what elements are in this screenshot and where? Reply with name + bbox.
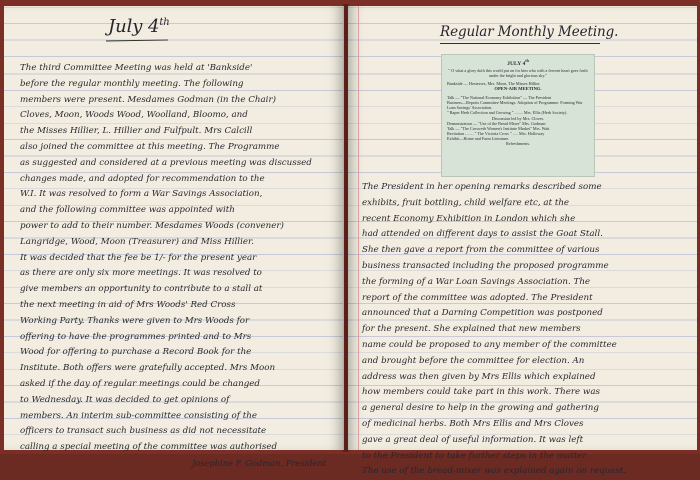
clipping-title: JULY 4th <box>507 58 529 67</box>
handwritten-line: as there are only six more meetings. It was resolved to <box>20 268 262 279</box>
date-heading: July 4th <box>108 16 170 37</box>
clipping-open-air-heading: OPEN-AIR MEETING. <box>494 86 542 92</box>
meeting-heading-underline <box>440 43 600 44</box>
clipping-quote: " O what a glory doth this world put on for him who with a fervent heart goes forth under the bright and glorious sky." <box>448 67 588 78</box>
clipping-refreshments: Refreshments. <box>505 140 531 146</box>
handwritten-line: The third Committee Meeting was held at 'Bankside' <box>20 63 253 73</box>
handwritten-line: and brought before the committee for election. An <box>362 355 585 366</box>
handwritten-line: officers to transact such business as did not necessitate <box>20 426 267 437</box>
handwritten-line: It was decided that the fee be 1/- for the present year <box>20 252 257 263</box>
handwritten-line: had attended on different days to assist the Goat Stall. <box>362 229 603 240</box>
handwritten-line: The use of the bread-mixer was explained again on request. <box>362 466 627 477</box>
handwritten-line: give members an opportunity to contribute to a stall at <box>20 284 263 295</box>
clipping-talk: Talk — "The Crosweth Women's Institute Market" Mrs. Watt <box>447 125 550 131</box>
handwritten-line: asked if the day of regular meetings could be changed <box>20 378 260 389</box>
clipping-exhibit: Exhibit—Home and Farm Literature. <box>447 135 510 141</box>
handwritten-line: Working Party. Thanks were given to Mrs Woods for <box>20 315 250 326</box>
handwritten-line: of medicinal herbs. Both Mrs Ellis and Mrs Cloves <box>362 418 584 429</box>
handwritten-line: W.I. It was resolved to form a War Savings Association, <box>20 189 263 200</box>
handwritten-line: how members could take part in this work. There was <box>362 387 600 398</box>
programme-clipping <box>441 54 595 177</box>
handwritten-line: gave a great deal of useful information. It was left <box>362 434 584 445</box>
handwritten-line: Cloves, Moon, Woods Wood, Woolland, Bloomo, and <box>20 110 248 121</box>
handwritten-line: The President in her opening remarks described some <box>362 182 602 192</box>
handwritten-line: She then gave a report from the committee of various <box>362 245 600 256</box>
handwritten-line: the next meeting in aid of Mrs Woods' Red Cross <box>20 299 236 310</box>
handwritten-line: business transacted including the proposed programme <box>362 260 609 271</box>
handwritten-line: before the regular monthly meeting. The following <box>20 78 244 89</box>
clipping-business: Business—Reports Committee Meetings. Adoption of Programme. Forming War Loan Savings' Association. <box>447 100 583 111</box>
handwritten-line: also joined the committee at this meeting. The Programme <box>20 141 280 152</box>
handwritten-line: as suggested and considered at a previous meeting was discussed <box>20 157 312 168</box>
handwritten-line: report of the committee was adopted. The President <box>362 292 593 303</box>
handwritten-line: Institute. Both offers were gratefully accepted. Mrs Moon <box>20 363 276 374</box>
clipping-recitation: Recitation ........ " The Victoria Cross " ..... Mrs. Holloway <box>447 130 545 136</box>
margin-rule <box>358 6 359 450</box>
handwritten-line: exhibits, fruit bottling, child welfare etc, at the <box>362 197 570 208</box>
handwritten-line: recent Economy Exhibition in London which she <box>362 213 576 224</box>
clipping-talk: Talk — "The National Economy Exhibition" — The President <box>447 95 552 101</box>
handwritten-line: the Misses Hillier, L. Hillier and Fulfpult. Mrs Calcill <box>20 126 253 137</box>
left-page-minutes <box>20 61 336 472</box>
left-page <box>4 6 344 468</box>
handwritten-line: name could be proposed to any member of the committee <box>362 339 617 350</box>
right-page <box>348 6 697 477</box>
handwritten-line: for the present. She explained that new members <box>362 324 581 335</box>
handwritten-line: calling a special meeting of the committee was authorised <box>20 442 278 453</box>
handwritten-line: a general desire to help in the growing and gathering <box>362 403 599 414</box>
handwritten-line: announced that a Darning Competition was postponed <box>362 308 603 319</box>
handwritten-line: members. An interim sub-committee consisting of the <box>20 410 257 421</box>
clipping-herb-talk: " Raper Herb Collection and Growing " ........ Mrs. Ellis (Herb Society). <box>447 110 568 116</box>
clipping-demonstration: Demonstration — "Use of the Bread Mixer" Mrs. Godman <box>447 120 546 126</box>
handwritten-line: to Wednesday. It was decided to get opinions of <box>20 394 230 405</box>
handwritten-line: offering to have the programmes printed and to Mrs <box>20 331 252 342</box>
handwritten-line: Wood for offering to purchase a Record Book for the <box>20 347 252 358</box>
handwritten-line: changes made, and adopted for recommendation to the <box>20 173 265 184</box>
clipping-hostesses: Bankside — Hostesses, Mrs. Moon, The Misses Hillier. <box>447 81 541 87</box>
handwritten-line: Langridge, Wood, Moon (Treasurer) and Miss Hillier. <box>20 236 254 247</box>
handwritten-line: and the following committee was appointed with <box>20 205 235 216</box>
handwritten-line: to the President to take further steps in the matter. <box>362 450 589 461</box>
handwritten-line: the forming of a War Loan Savings Association. The <box>362 276 591 287</box>
right-page-minutes <box>362 180 694 480</box>
clipping-discussion: Discussion led by Mrs. Cloves. <box>491 115 545 121</box>
president-signature: Josephine F. Godman, President <box>191 457 326 468</box>
date-heading-underline <box>106 39 168 41</box>
handwritten-line: members were present. Mesdames Godman (in the Chair) <box>20 94 276 105</box>
handwritten-line: address was then given by Mrs Ellis which explained <box>362 371 596 382</box>
meeting-heading: Regular Monthly Meeting. <box>440 24 619 40</box>
handwritten-line: power to add to their number. Mesdames Woods (convener) <box>20 220 284 231</box>
